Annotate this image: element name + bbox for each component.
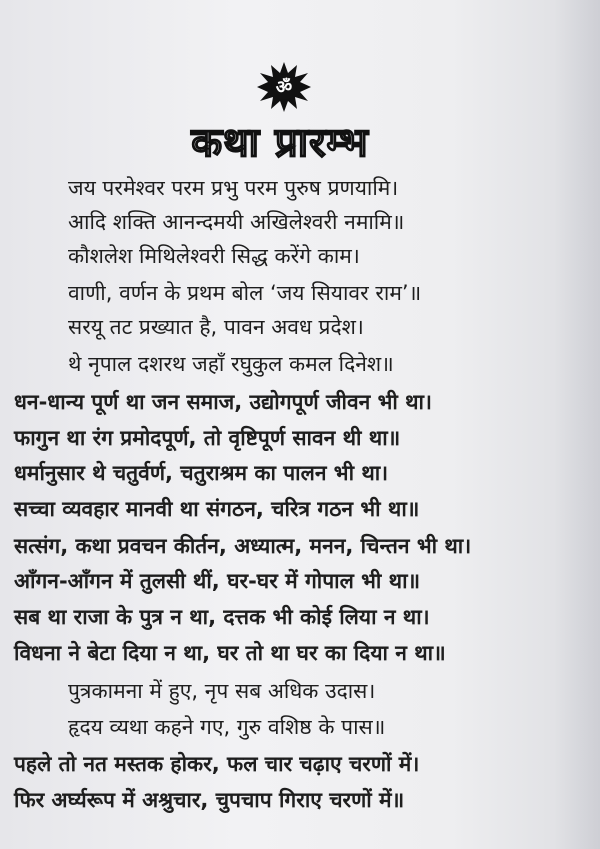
verse-line: पहले तो नत मस्तक होकर, फल चार चढ़ाए चरणों में। [14, 752, 420, 776]
verse-line: जय परमेश्वर परम प्रभु परम पुरुष प्रणयामि। [68, 176, 399, 200]
verse-line: हृदय व्यथा कहने गए, गुरु वशिष्ठ के पास॥ [68, 715, 386, 739]
verse-line: धर्मानुसार थे चतुर्वर्ण, चतुराश्रम का पालन भी था। [14, 461, 389, 485]
verse-line: विधना ने बेटा दिया न था, घर तो था घर का दिया न था॥ [14, 641, 446, 665]
page-title: कथा प्रारम्भ [191, 119, 369, 166]
verse-line: धन-धान्य पूर्ण था जन समाज, उद्योगपूर्ण जीवन भी था। [14, 390, 432, 414]
verse-line: सब था राजा के पुत्र न था, दत्तक भी कोई लिया न था। [14, 605, 430, 629]
verse-line: आँगन-आँगन में तुलसी थीं, घर-घर में गोपाल भी था॥ [14, 569, 421, 593]
verse-line: फागुन था रंग प्रमोदपूर्ण, तो वृष्टिपूर्ण सावन थी था॥ [14, 426, 401, 450]
verse-line: सच्चा व्यवहार मानवी था संगठन, चरित्र गठन भी था॥ [14, 497, 420, 521]
om-sun-emblem [255, 60, 313, 114]
page-edge-shadow [554, 0, 600, 849]
om-symbol: ॐ [275, 77, 293, 98]
verse-line: कौशलेश मिथिलेश्वरी सिद्ध करेंगे काम। [68, 244, 360, 268]
verse-line: वाणी, वर्णन के प्रथम बोल ‘जय सियावर राम’॥ [68, 281, 422, 305]
verse-line: पुत्रकामना में हुए, नृप सब अधिक उदास। [68, 679, 376, 703]
verse-line: थे नृपाल दशरथ जहाँ रघुकुल कमल दिनेश॥ [68, 352, 394, 376]
verse-line: आदि शक्ति आनन्दमयी अखिलेश्वरी नमामि॥ [68, 210, 405, 234]
verse-line: सरयू तट प्रख्यात है, पावन अवध प्रदेश। [68, 315, 364, 339]
verse-line: फिर अर्घ्यरूप में अश्रुचार, चुपचाप गिराए चरणों में॥ [14, 788, 405, 812]
verse-line: सत्संग, कथा प्रवचन कीर्तन, अध्यात्म, मनन, चिन्तन भी था। [14, 534, 472, 558]
